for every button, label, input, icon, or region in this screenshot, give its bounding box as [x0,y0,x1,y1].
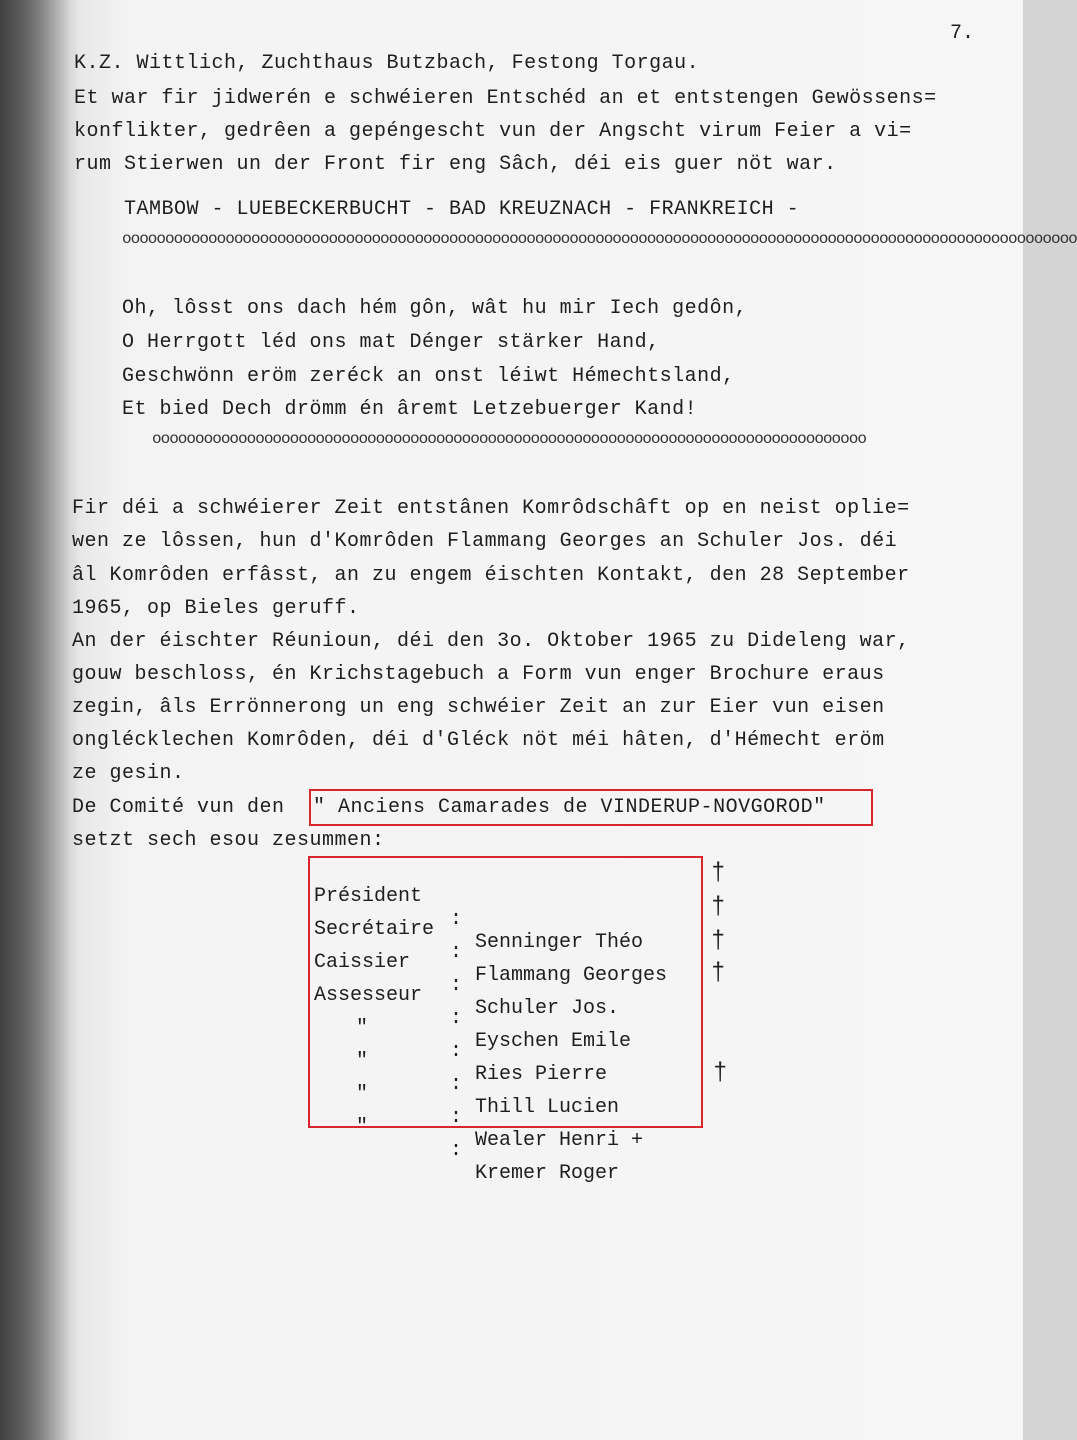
body-line: zegin, âls Errönnerong un eng schwéier Zeit an zur Eier vun eisen [72,696,885,719]
member-role: Caissier [314,951,411,974]
places-heading: TAMBOW - LUEBECKERBUCHT - BAD KREUZNACH - FRANKREICH - [124,198,800,221]
member-role: " [356,1083,369,1106]
member-name: Thill Lucien [475,1096,620,1119]
member-colon: : [450,1040,463,1063]
deceased-cross-mark: † [711,860,726,887]
member-colon: : [450,1106,463,1129]
deceased-cross-mark: † [713,1060,728,1087]
poem-line: Oh, lôsst ons dach hém gôn, wât hu mir Iech gedôn, [122,297,748,320]
intro-line: K.Z. Wittlich, Zuchthaus Butzbach, Festong Torgau. [74,52,700,75]
poem-line: Et bied Dech drömm én âremt Letzebuerger Kand! [122,398,698,421]
member-colon: : [450,941,463,964]
intro-line: konflikter, gedrêen a gepéngescht vun der Angscht virum Feier a vi= [74,120,912,143]
deceased-cross-mark: † [711,894,726,921]
member-role: Secrétaire [314,918,435,941]
member-name: Wealer Henri + [475,1129,644,1152]
deceased-cross-mark: † [711,928,726,955]
member-name: Ries Pierre [475,1063,608,1086]
member-role: " [356,1017,369,1040]
circle-divider: ooooooooooooooooooooooooooooooooooooooooooooooooooooooooooooooooooooooooooooooooooo [152,430,866,448]
member-role: " [356,1050,369,1073]
member-name: Eyschen Emile [475,1030,632,1053]
member-colon: : [450,1073,463,1096]
member-name: Schuler Jos. [475,997,620,1020]
member-role: Président [314,885,423,908]
member-colon: : [450,1139,463,1162]
body-line: An der éischter Réunioun, déi den 3o. Oktober 1965 zu Dideleng war, [72,630,910,653]
member-role: Assesseur [314,984,423,1007]
member-name: Kremer Roger [475,1162,620,1185]
intro-line: Et war fir jidwerén e schwéieren Entschéd an et entstengen Gewössens= [74,87,937,110]
member-name: Senninger Théo [475,931,644,954]
binding-shadow [0,0,70,1440]
committee-prefix: De Comité vun den [72,796,285,819]
body-line: âl Komrôden erfâsst, an zu engem éischten Kontakt, den 28 September [72,564,910,587]
member-colon: : [450,1007,463,1030]
body-line: gouw beschloss, én Krichstagebuch a Form vun enger Brochure eraus [72,663,885,686]
poem-line: O Herrgott léd ons mat Dénger stärker Hand, [122,331,660,354]
body-line: ze gesin. [72,762,185,785]
body-line: Fir déi a schwéierer Zeit entstânen Komrôdschâft op en neist oplie= [72,497,910,520]
body-line: wen ze lôssen, hun d'Komrôden Flammang Georges an Schuler Jos. déi [72,530,898,553]
intro-line: rum Stierwen un der Front fir eng Sâch, déi eis guer nöt war. [74,153,837,176]
body-line: onglécklechen Komrôden, déi d'Gléck nöt méi hâten, d'Hémecht eröm [72,729,885,752]
committee-suffix: setzt sech esou zesummen: [72,829,385,852]
member-colon: : [450,908,463,931]
committee-name: " Anciens Camarades de VINDERUP-NOVGOROD" [313,796,826,819]
deceased-cross-mark: † [711,960,726,987]
member-colon: : [450,974,463,997]
member-role: " [356,1116,369,1139]
poem-line: Geschwönn eröm zeréck an onst léiwt Hémechtsland, [122,365,735,388]
circle-divider: ooooooooooooooooooooooooooooooooooooooooooooooooooooooooooooooooooooooooooooooooooooooooooooooooooooooooooooooo [122,230,1077,248]
member-name: Flammang Georges [475,964,668,987]
body-line: 1965, op Bieles geruff. [72,597,360,620]
page-number: 7. [950,22,975,45]
